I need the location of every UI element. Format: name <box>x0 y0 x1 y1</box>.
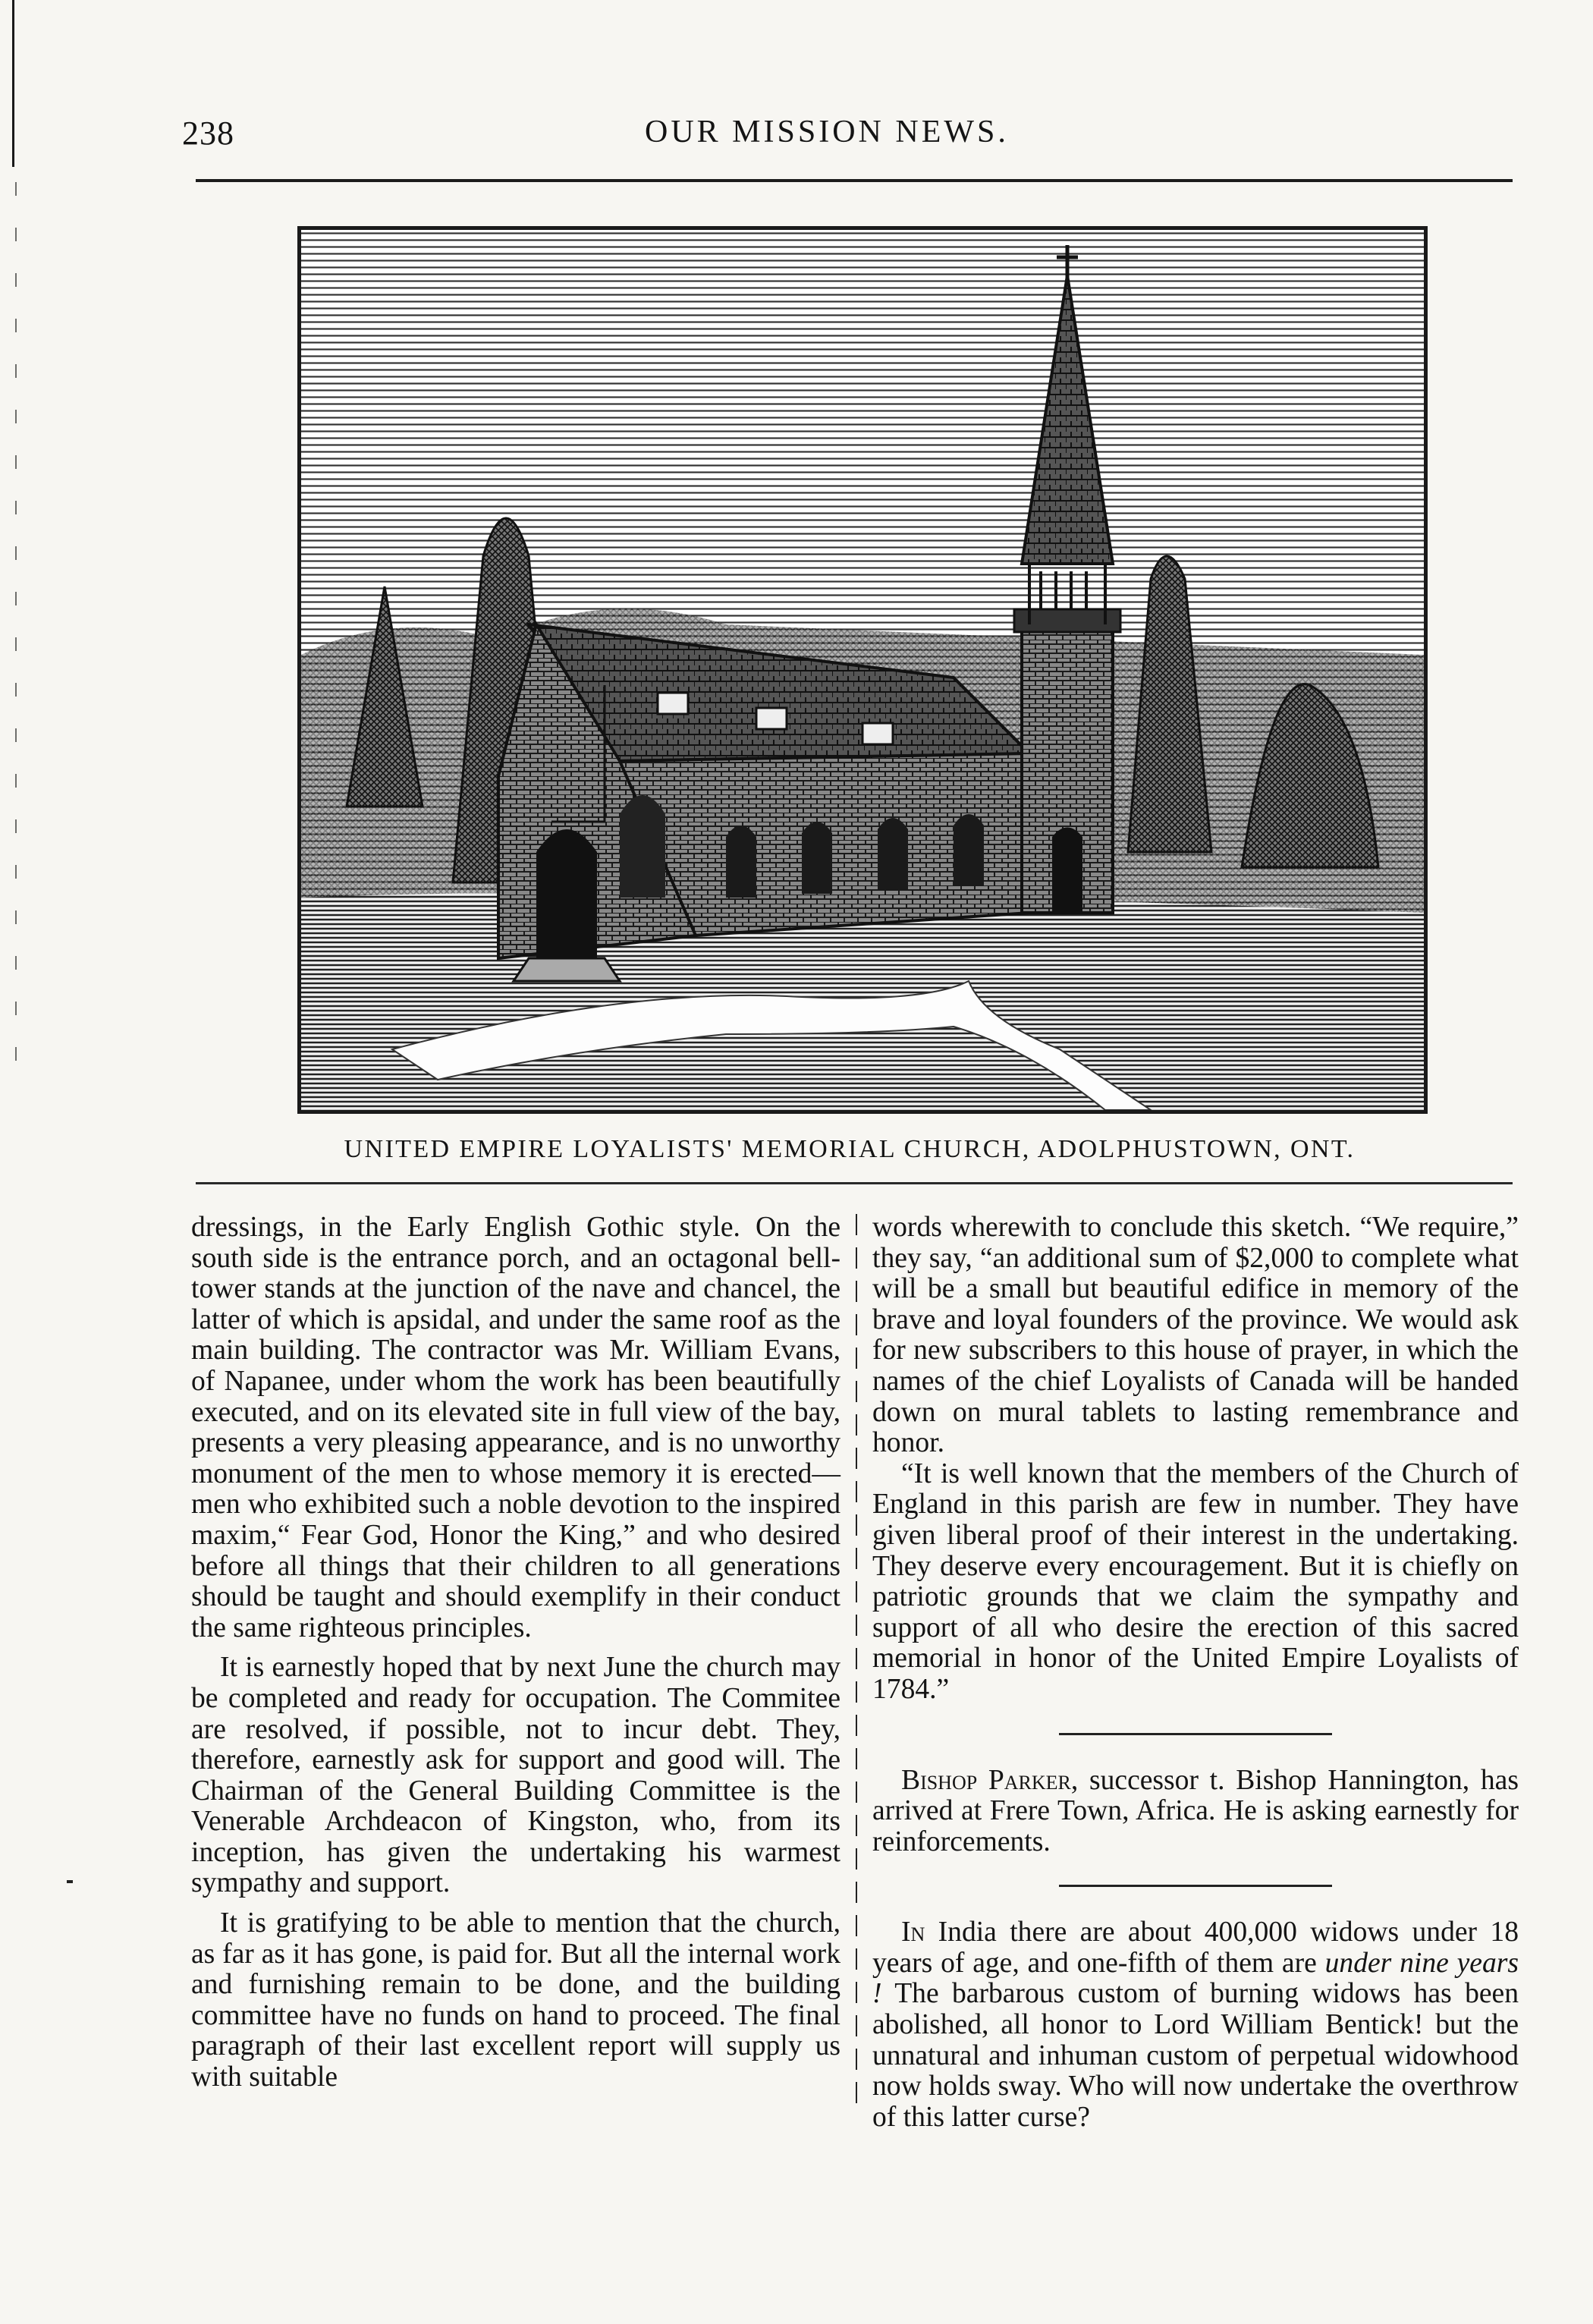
figure-caption: UNITED EMPIRE LOYALISTS' MEMORIAL CHURCH, ADOLPHUSTOWN, ONT. <box>344 1135 1356 1163</box>
bishop-text: successor t. Bishop Hannington, has arrived at Frere Town, Africa. He is asking earnestly for reinforcements. <box>872 1764 1519 1857</box>
scan-edge-marks <box>15 182 17 1077</box>
paragraph-church-description: dressings, in the Early English Gothic style. On the south side is the entrance porch, and an octagonal bell-tower stands at the junction of the nave and chancel, the latter of which is apsidal, and under the same roof as the main building. The contractor was Mr. William Evans, of Napanee, under whom the work has been beautifully executed, and on its elevated site in full view of the bay, presents a very pleasing appearance, and is no unworthy monument of the men to whose memory it is erected—men who exhibited such a noble devotion to the inspired maxim,“ Fear God, Honor the King,” and who desired before all things that their children to all generations should be taught and should exemplify in their conduct the same righteous principles. <box>191 1212 840 1643</box>
church-illustration <box>301 230 1424 1110</box>
india-lead: In <box>901 1917 925 1948</box>
india-text-2: The barbarous custom of burning widows has been abolished, all honor to Lord William Bentick! but the unnatural and inhuman custom of perpetual widowhood now holds sway. Who will now undertake the overthrow of this latter curse? <box>872 1978 1519 2133</box>
column-divider <box>856 1214 857 2109</box>
page-header <box>182 114 1517 159</box>
section-rule <box>1059 1885 1332 1887</box>
paragraph-bishop-parker <box>872 1766 1519 1858</box>
page-number: 238 <box>182 115 234 152</box>
paragraph-funding: It is gratifying to be able to mention that the church, as far as it has gone, is paid for. But all the internal work and furnishing remain to be done, and the building committee have no funds on hand to proceed. The final paragraph of their last excellent report will supply us with suitable <box>191 1907 840 2093</box>
section-rule <box>1059 1733 1332 1735</box>
bishop-name: Bishop Parker, <box>901 1764 1079 1796</box>
running-head: OUR MISSION NEWS. <box>645 115 1009 149</box>
scan-edge-line <box>12 0 14 167</box>
church-engraving <box>297 226 1428 1114</box>
paragraph-completion-hopes: It is earnestly hoped that by next June the church may be completed and ready for occupation. The Commitee are resolved, if possible, not to incur debt. They, therefore, earnestly ask for support and good will. The Chairman of the General Building Committee is the Venerable Archdeacon of Kingston, who, from its inception, has given the undertaking his warmest sympathy and support. <box>191 1652 840 1899</box>
paragraph-parish-members: “It is well known that the members of the Church of England in this parish are few in number. They have given liberal proof of their interest in the undertaking. They deserve every encouragement. But it is chiefly on patriotic grounds that we claim the sympathy and support of all who desire the erection of this sacred memorial in honor of the United Empire Loyalists of 1784.” <box>872 1458 1519 1705</box>
scan-speck <box>67 1880 73 1883</box>
caption-rule <box>196 1182 1513 1184</box>
india-text-1: India there are about 400,000 widows under 18 years of age, and one-fifth of them are <box>872 1917 1519 1979</box>
left-column <box>191 1212 840 2093</box>
paragraph-report-quote: words wherewith to conclude this sketch. “We require,” they say, “an additional sum of $2,000 to complete what will be a small but beautiful edifice in memory of the brave and loyal founders of the province. We would ask for new subscribers to this house of prayer, in which the names of the chief Loyalists of Canada will be handed down on mural tablets to lasting remembrance and honor. <box>872 1212 1519 1459</box>
header-rule <box>196 179 1513 182</box>
right-column <box>872 1212 1519 2133</box>
india-italic: under nine years ! <box>872 1947 1519 2010</box>
paragraph-india-widows <box>872 1917 1519 2133</box>
